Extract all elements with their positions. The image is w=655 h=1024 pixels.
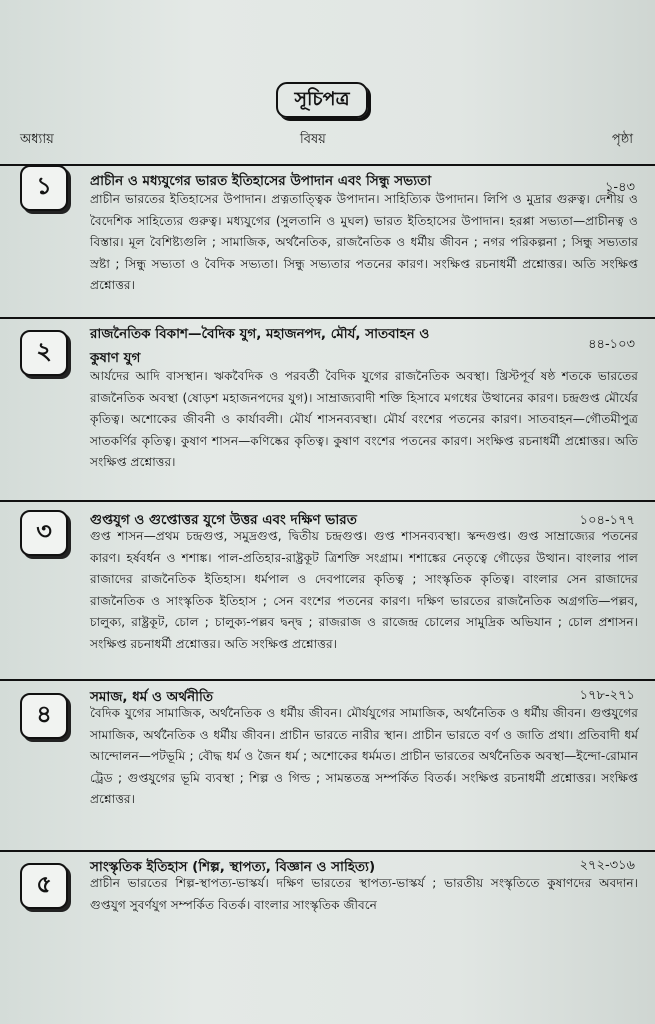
- chapter-number-badge: ২: [20, 330, 68, 376]
- page-column-header: পৃষ্ঠা: [611, 132, 633, 147]
- chapter-description: গুপ্ত শাসন—প্রথম চন্দ্রগুপ্ত, সমুদ্রগুপ্ত, দ্বিতীয় চন্দ্রগুপ্ত। গুপ্ত শাসনব্যবস্থা। স্কন্দগুপ্ত। গুপ্ত সাম্রাজ্যের পতনের কারণ। হর্ষবর্ধন ও শশাঙ্ক। পাল-প্রতিহার-রাষ্ট্রকূট ত্রিশক্তি সংগ্রাম। শশাঙ্কের নেতৃত্বে গৌড়ের উত্থান। বাংলার পাল রাজাদের রাজনৈতিক ইতিহাস। ধর্মপাল ও দেবপালের কৃতিত্ব ; সাংস্কৃতিক কৃতিত্ব। বাংলার সেন রাজাদের রাজনৈতিক ও সাংস্কৃতিক ইতিহাস ; সেন বংশের পতনের কারণ। দক্ষিণ ভারতের রাজনৈতিক অগ্রগতি—পল্লব, চালুক্য, রাষ্ট্রকূট, চোল ; চালুক্য-পল্লব দ্বন্দ্ব ; রাজরাজ ও রাজেন্দ্র চোলের সামুদ্রিক অভিযান ; চোল প্রশাসন। সংক্ষিপ্ত রচনাধর্মী প্রশ্নোত্তর। অতি সংক্ষিপ্ত প্রশ্নোত্তর।: [90, 529, 638, 651]
- chapter-number-badge: ১: [20, 165, 68, 211]
- header-rule: [0, 164, 655, 166]
- chapter-title: প্রাচীন ও মধ্যযুগের ভারত ইতিহাসের উপাদান এবং সিন্ধু সভ্যতা: [90, 173, 432, 189]
- chapter-number-badge: ৩: [20, 510, 68, 556]
- chapter-pages: ২৭২-৩১৬: [579, 858, 635, 873]
- chapter-number-badge: ৫: [20, 863, 68, 909]
- chapter-description: প্রাচীন ভারতের শিল্প-স্থাপত্য-ভাস্কর্য। দক্ষিণ ভারতের স্থাপত্য-ভাস্কর্য ; ভারতীয় সংস্কৃতিতে কুষাণদের অবদান। গুপ্তযুগ সুবর্ণযুগ সম্পর্কিত বিতর্ক। বাংলার সাংস্কৃতিক জীবনে: [90, 876, 638, 912]
- chapter-title: রাজনৈতিক বিকাশ—বৈদিক যুগ, মহাজনপদ, মৌর্য, সাতবাহন ও: [90, 326, 430, 342]
- chapter-divider: [0, 850, 655, 852]
- chapter-pages: ১০৪-১৭৭: [579, 513, 635, 528]
- chapter-title: সাংস্কৃতিক ইতিহাস (শিল্প, স্থাপত্য, বিজ্ঞান ও সাহিত্য): [90, 859, 376, 875]
- chapter-title: সমাজ, ধর্ম ও অর্থনীতি: [90, 689, 213, 705]
- chapter-divider: [0, 317, 655, 319]
- subject-column-header: বিষয়: [300, 132, 326, 147]
- chapter-pages: ৪৪-১০৩: [588, 337, 635, 352]
- chapter-column-header: অধ্যায়: [20, 132, 54, 147]
- chapter-title-line2: কুষাণ যুগ: [90, 350, 141, 366]
- chapter-pages: ১৭৮-২৭১: [579, 688, 635, 703]
- chapter-divider: [0, 500, 655, 502]
- chapter-description: বৈদিক যুগের সামাজিক, অর্থনৈতিক ও ধর্মীয় জীবন। মৌর্যযুগের সামাজিক, অর্থনৈতিক ও ধর্মীয় জীবন। গুপ্তযুগের সামাজিক, অর্থনৈতিক ও ধর্মীয় জীবন। প্রাচীন ভারতে নারীর স্থান। প্রাচীন ভারতে বর্ণ ও জাতি প্রথা। প্রতিবাদী ধর্ম আন্দোলন—পটভূমি ; বৌদ্ধ ধর্ম ও জৈন ধর্ম ; অশোকের ধর্মমত। প্রাচীন ভারতের অর্থনৈতিক অবস্থা—ইন্দো-রোমান ট্রেড ; গুপ্তযুগের ভূমি ব্যবস্থা ; শিল্প ও গিল্ড ; সামন্ততন্ত্র সম্পর্কিত বিতর্ক। সংক্ষিপ্ত রচনাধর্মী প্রশ্নোত্তর। সংক্ষিপ্ত প্রশ্নোত্তর।: [90, 706, 638, 807]
- chapter-title: গুপ্তযুগ ও গুপ্তোত্তর যুগে উত্তর এবং দক্ষিণ ভারত: [90, 512, 357, 528]
- page-title: সূচিপত্র: [276, 82, 368, 118]
- chapter-divider: [0, 679, 655, 681]
- chapter-pages: ১-৪৩: [604, 180, 635, 195]
- chapter-description: আর্যদের আদি বাসস্থান। ঋকবৈদিক ও পরবর্তী বৈদিক যুগের রাজনৈতিক অবস্থা। খ্রিস্টপূর্ব ষষ্ঠ শতকে ভারতের রাজনৈতিক অবস্থা (ষোড়শ মহাজনপদের যুগ)। সাম্রাজ্যবাদী শক্তি হিসাবে মগধের উত্থানের কারণ। চন্দ্রগুপ্ত মৌর্যের কৃতিত্ব। অশোকের জীবনী ও কার্যাবলী। মৌর্য শাসনব্যবস্থা। মৌর্য বংশের পতনের কারণ। সাতবাহন—গৌতমীপুত্র সাতকর্ণির কৃতিত্ব। কুষাণ শাসন—কণিষ্কের কৃতিত্ব। কুষাণ বংশের পতনের কারণ। সংক্ষিপ্ত রচনাধর্মী প্রশ্নোত্তর। অতি সংক্ষিপ্ত প্রশ্নোত্তর।: [90, 369, 638, 470]
- chapter-description: প্রাচীন ভারতের ইতিহাসের উপাদান। প্রত্নতাত্ত্বিক উপাদান। সাহিত্যিক উপাদান। লিপি ও মুদ্রার গুরুত্ব। দেশীয় ও বৈদেশিক সাহিত্যের গুরুত্ব। মধ্যযুগের (সুলতানি ও মুঘল) ভারত ইতিহাসের উপাদান। হরপ্পা সভ্যতা—প্রাচীনত্ব ও বিস্তার। মূল বৈশিষ্ট্যগুলি ; সামাজিক, অর্থনৈতিক, রাজনৈতিক ও ধর্মীয় জীবন ; নগর পরিকল্পনা ; সিন্ধু সভ্যতার স্রষ্টা ; সিন্ধু সভ্যতা ও বৈদিক সভ্যতা। সিন্ধু সভ্যতার পতনের কারণ। সংক্ষিপ্ত রচনাধর্মী প্রশ্নোত্তর। অতি সংক্ষিপ্ত প্রশ্নোত্তর।: [90, 192, 638, 293]
- chapter-number-badge: ৪: [20, 693, 68, 739]
